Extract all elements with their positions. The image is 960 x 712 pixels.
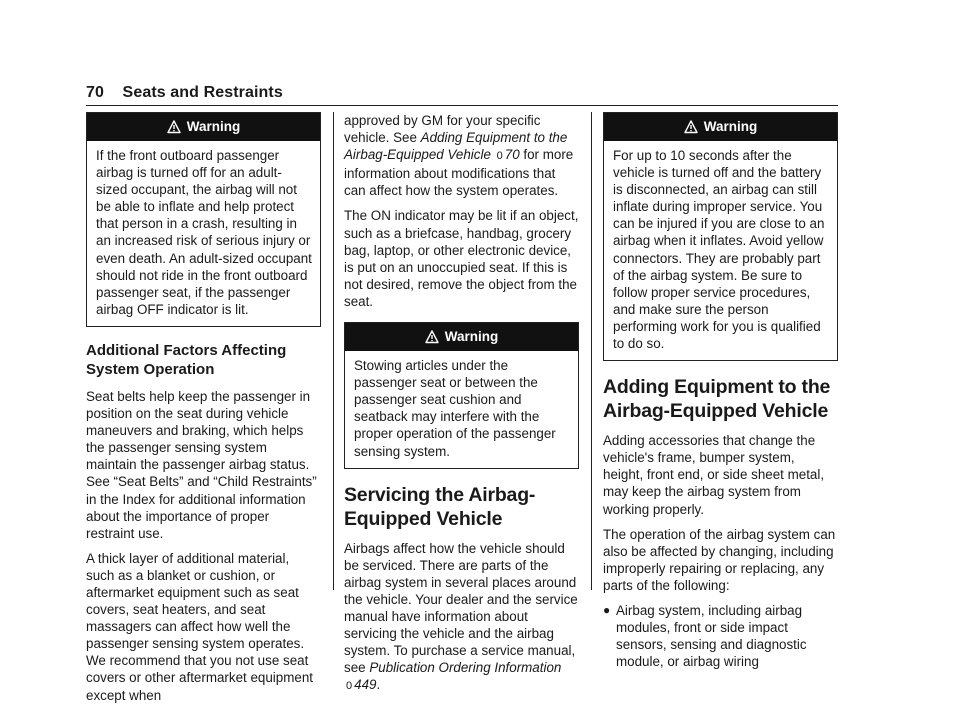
subheading: Additional Factors Affecting System Operation [86,341,287,378]
column-divider [333,112,334,590]
column-divider [591,112,592,590]
list-item-text: Airbag system, including airbag modules, front or side impact sensors, sensing and diagnostic module, or airbag wiring [616,602,807,670]
column-3 [603,112,838,670]
paragraph: A thick layer of additional material, such as a blanket or cushion, or aftermarket equipment such as seat covers, seat heaters, and seat massagers can affect how well the passenger sensing system operates. We recommend that you not use seat covers or other aftermarket equipment except when [86,550,314,703]
warning-label: Warning [186,119,241,135]
warning-header [345,323,578,351]
header-rule [86,105,838,106]
warning-text: For up to 10 seconds after the vehicle is turned off and the battery is disconnected, an airbag can still inflate during improper service. You can be injured if you are close to an airbag when it inflates. Avoid yellow connectors. They are probably part of the airbag system. Be sure to follow proper service procedures, and make sure the person performing work for you is qualified to do so. [613,148,825,352]
warning-text: Stowing articles under the passenger seat or between the passenger seat cushion and seatback may interfere with the proper operation of the passenger sensing system. [354,358,556,459]
warning-triangle-icon [167,120,181,134]
page-ref-arrow-icon: 0 [496,150,503,163]
paragraph: Adding accessories that change the vehicle's frame, bumper system, height, front end, or side sheet metal, may keep the airbag system from working properly. [603,433,825,517]
warning-text: If the front outboard passenger airbag is turned off for an adult-sized occupant, the airbag will not be able to inflate and help protect that person in a crash, resulting in an increased risk of serious injury or even death. An adult-sized occupant should not ride in the front outboard passenger seat, if the passenger airbag OFF indicator is lit. [96,148,312,317]
warning-header [604,113,837,141]
warning-triangle-icon [425,330,439,344]
warning-box [86,112,321,327]
column-2 [344,112,579,703]
section-heading: Adding Equipment to the Airbag-Equipped Vehicle [603,376,831,423]
paragraph: The operation of the airbag system can also be affected by changing, including improperly repairing or replacing, any parts of the following: [603,526,836,593]
text: approved by GM for your specific vehicle. See [344,113,541,146]
text: for more information about modifications that can affect how the system operates. [344,147,574,199]
warning-header [87,113,320,141]
text: Airbags affect how the vehicle should be serviced. There are parts of the airbag system in several places around the vehicle. Your dealer and the service manual have information about servicing the vehicle and the airbag system. To purchase a service manual, see [344,540,578,676]
page-ref[interactable]: 449 [354,677,377,693]
paragraph: The ON indicator may be lit if an object, such as a briefcase, handbag, grocery bag, laptop, or other electronic device, is put on an unoccupied seat. If this is not desired, remove the object from the seat. [344,208,579,309]
text: . [376,677,381,693]
page-number: 70 [86,84,104,101]
warning-triangle-icon [684,120,698,134]
list-item [603,602,838,670]
warning-label: Warning [703,119,758,135]
warning-box [344,322,579,469]
section-heading: Servicing the Airbag-Equipped Vehicle [344,483,536,530]
bullet-icon: ● [603,602,611,617]
page-ref-arrow-icon: 0 [346,680,353,693]
paragraph: Seat belts help keep the passenger in position on the seat during vehicle maneuvers and braking, which helps the passenger sensing system maintain the passenger airbag status. See “Seat Belts” and “Child Restraints” in the Index for additional information about the importance of proper restraint use. [86,388,317,541]
paragraph [344,112,579,199]
column-1 [86,112,321,712]
page-ref[interactable]: 70 [504,147,520,163]
warning-label: Warning [444,329,499,345]
cross-reference-link[interactable]: Publication Ordering Information [369,660,562,676]
paragraph [344,540,579,696]
warning-box [603,112,838,361]
section-title: Seats and Restraints [122,84,283,101]
cross-reference-link[interactable]: Adding Equipment to the Airbag-Equipped Vehicle [344,130,568,163]
page-header [86,84,283,102]
